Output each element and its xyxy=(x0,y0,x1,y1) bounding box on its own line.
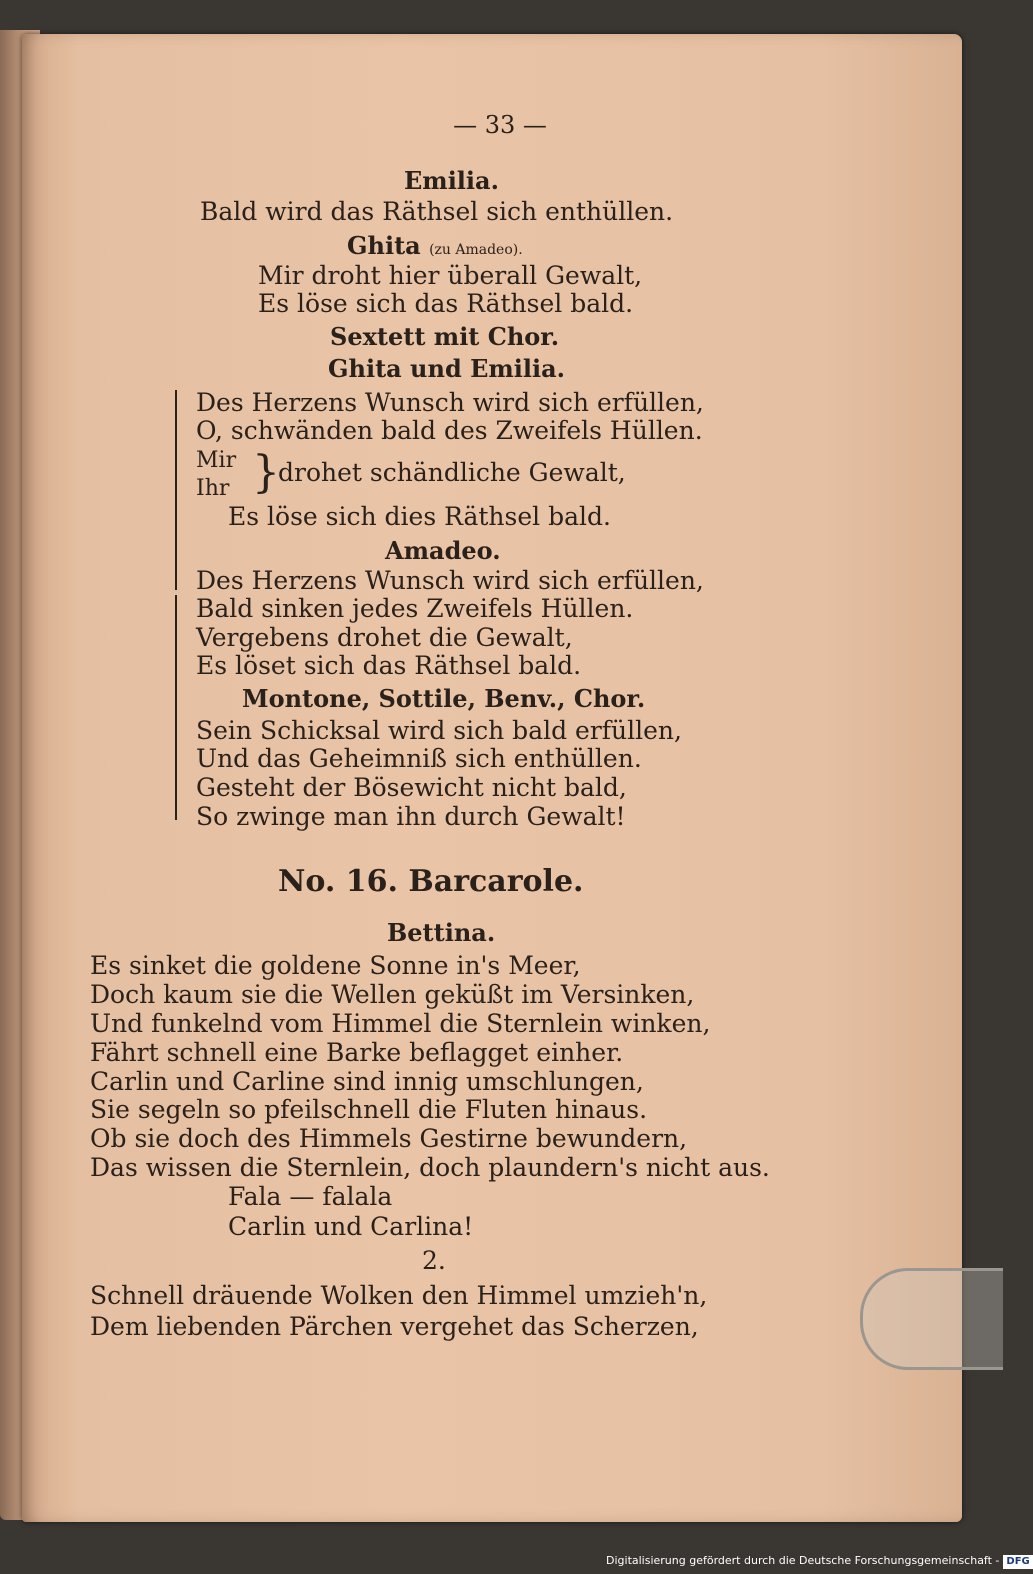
speaker-montone-group: Montone, Sottile, Benv., Chor. xyxy=(242,684,646,713)
verse-line: Bald wird das Räthsel sich enthüllen. xyxy=(200,197,674,226)
verse-line: So zwinge man ihn durch Gewalt! xyxy=(196,802,626,831)
paper-clip xyxy=(860,1268,1003,1370)
verse-line: drohet schändliche Gewalt, xyxy=(278,458,626,487)
dfg-logo: DFG xyxy=(1003,1555,1032,1569)
verse-line: Ob sie doch des Himmels Gestirne bewundern, xyxy=(90,1124,688,1153)
speaker-ghita-emilia: Ghita und Emilia. xyxy=(328,354,566,383)
verse-line: Gesteht der Bösewicht nicht bald, xyxy=(196,773,627,802)
number-heading: No. 16. Barcarole. xyxy=(278,864,584,899)
speaker-ghita-name: Ghita xyxy=(347,231,421,260)
verse-line: Es löse sich dies Räthsel bald. xyxy=(228,502,611,531)
digitization-footer xyxy=(606,1551,1030,1571)
speaker-bettina: Bettina. xyxy=(387,918,496,947)
brace-glyph: } xyxy=(252,447,280,498)
verse-line: Sein Schicksal wird sich bald erfüllen, xyxy=(196,716,682,745)
verse-line: O, schwänden bald des Zweifels Hüllen. xyxy=(196,416,703,445)
speaker-emilia: Emilia. xyxy=(404,166,499,195)
verse-line: Dem liebenden Pärchen vergehet das Scherzen, xyxy=(90,1312,699,1341)
ensemble-bracket xyxy=(175,390,177,590)
verse-line: Das wissen die Sternlein, doch plaundern's nicht aus. xyxy=(90,1153,770,1182)
verse-word: Ihr xyxy=(196,476,230,501)
verse-line: Mir droht hier überall Gewalt, xyxy=(258,261,643,290)
speaker-ghita xyxy=(347,231,523,265)
verse-line: Doch kaum sie die Wellen geküßt im Versinken, xyxy=(90,980,695,1009)
verse-line: Des Herzens Wunsch wird sich erfüllen, xyxy=(196,566,704,595)
verse-line: Und funkelnd vom Himmel die Sternlein winken, xyxy=(90,1009,711,1038)
speaker-amadeo: Amadeo. xyxy=(385,536,501,565)
verse-line: Es sinket die goldene Sonne in's Meer, xyxy=(90,951,581,980)
verse-line: Sie segeln so pfeilschnell die Fluten hinaus. xyxy=(90,1095,648,1124)
ensemble-bracket xyxy=(175,595,177,820)
verse-line: Bald sinken jedes Zweifels Hüllen. xyxy=(196,594,634,623)
refrain-line: Fala — falala xyxy=(228,1182,393,1211)
verse-word: Mir xyxy=(196,448,237,473)
verse-line: Und das Geheimniß sich enthüllen. xyxy=(196,744,642,773)
verse-line: Schnell dräuende Wolken den Himmel umzieh'n, xyxy=(90,1281,708,1310)
refrain-line: Carlin und Carlina! xyxy=(228,1212,474,1241)
verse-line: Fährt schnell eine Barke beflagget einher. xyxy=(90,1038,624,1067)
footer-text: Digitalisierung gefördert durch die Deutsche Forschungsgemeinschaft - xyxy=(606,1554,1000,1567)
page-number: — 33 — xyxy=(453,111,547,139)
verse-line: Carlin und Carline sind innig umschlungen, xyxy=(90,1067,644,1096)
section-heading: Sextett mit Chor. xyxy=(330,322,560,351)
stage-direction: (zu Amadeo). xyxy=(429,242,523,258)
verse-line: Es löset sich das Räthsel bald. xyxy=(196,651,582,680)
verse-line: Des Herzens Wunsch wird sich erfüllen, xyxy=(196,388,704,417)
verse-number: 2. xyxy=(422,1246,446,1275)
verse-line: Vergebens drohet die Gewalt, xyxy=(196,623,573,652)
verse-line: Es löse sich das Räthsel bald. xyxy=(258,289,634,318)
